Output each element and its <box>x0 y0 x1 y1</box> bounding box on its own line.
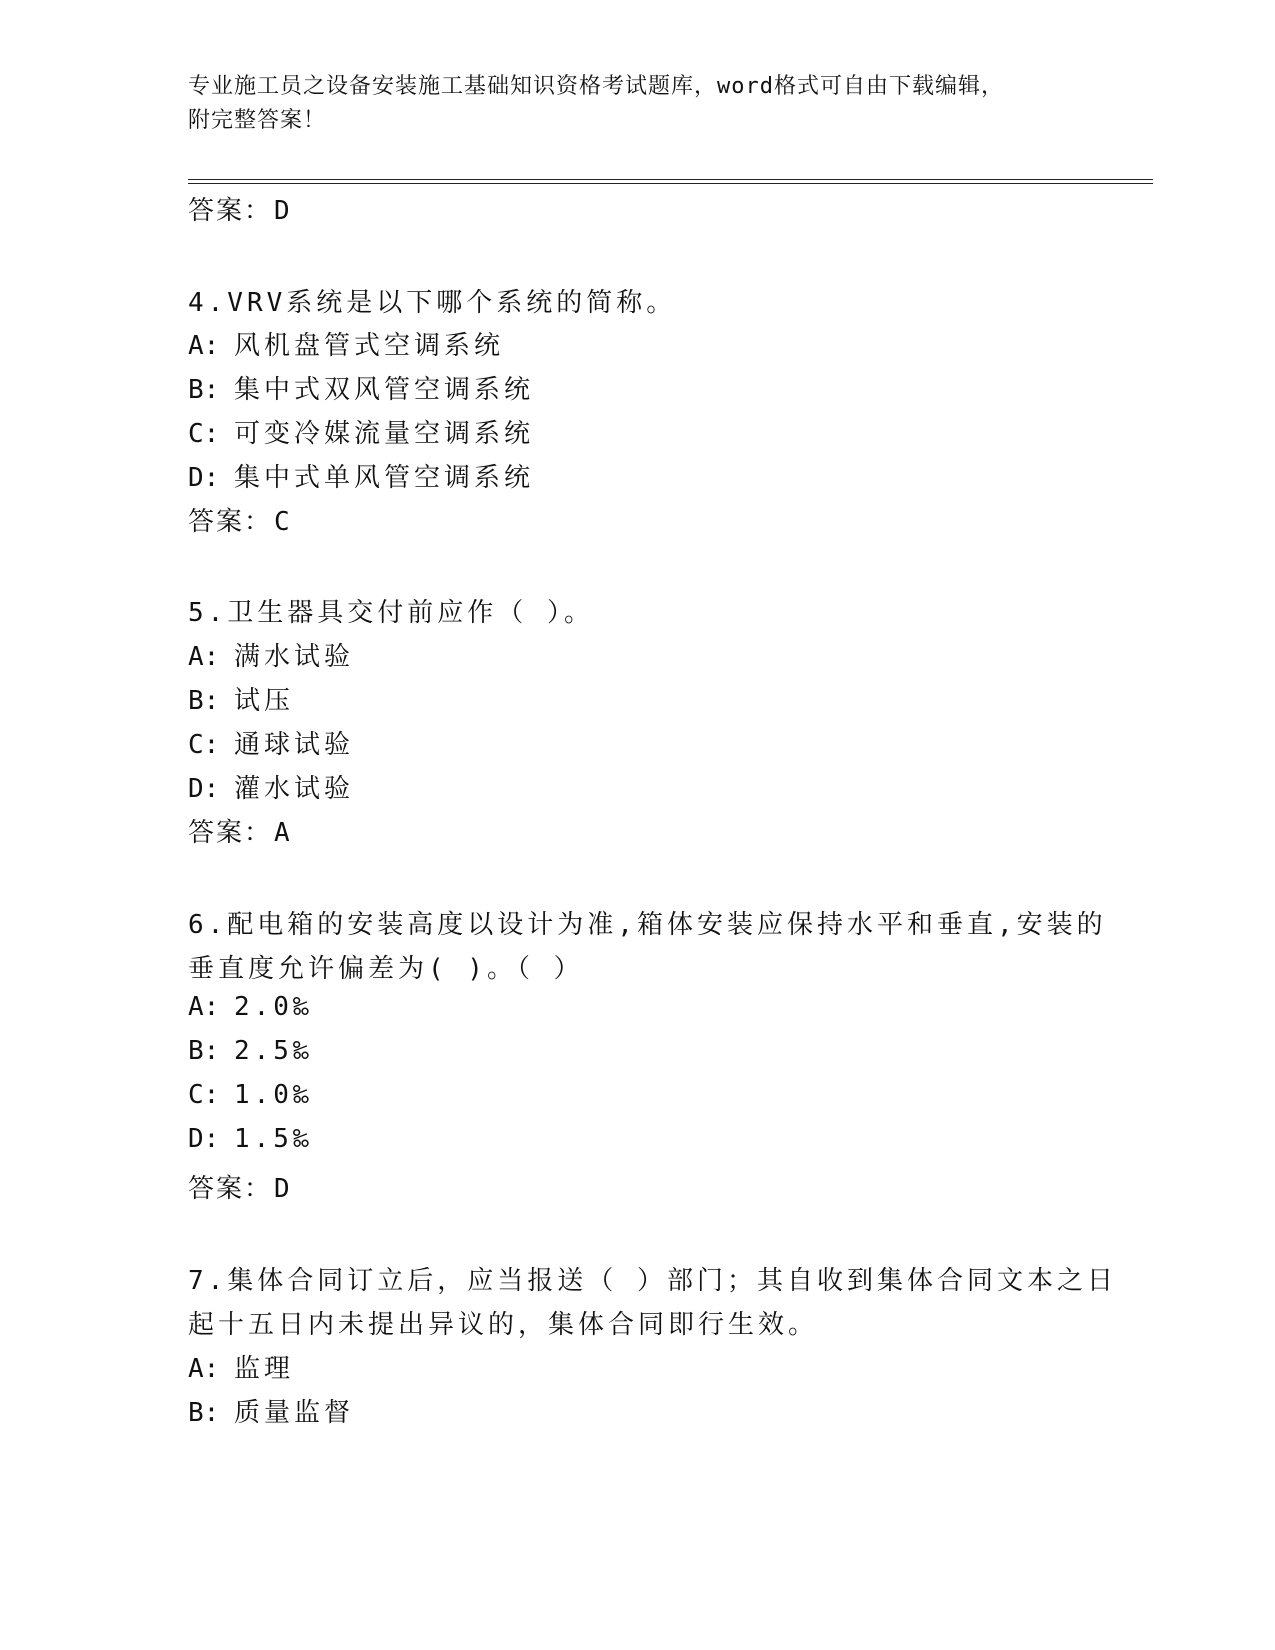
answer-prefix: 答案： <box>188 1174 273 1204</box>
header-divider-top <box>188 179 1153 180</box>
option-text: 2.0‰ <box>234 992 313 1022</box>
answer-value: D <box>274 196 292 226</box>
option-text: 集中式单风管空调系统 <box>234 463 535 493</box>
question-text: 7.集体合同订立后，应当报送（ ）部门；其自收到集体合同文本之日 <box>188 1266 1117 1296</box>
option-label: B: <box>188 1036 220 1066</box>
answer-value: D <box>274 1174 292 1204</box>
question-text-cont: 起十五日内未提出异议的，集体合同即行生效。 <box>188 1310 819 1340</box>
option-label: A: <box>188 642 220 672</box>
option-c <box>188 1080 1088 1110</box>
option-label: C: <box>188 730 220 760</box>
option-label: D: <box>188 774 220 804</box>
question-text: 5.卫生器具交付前应作（ ）。 <box>188 598 594 628</box>
option-d <box>188 1124 1088 1154</box>
document-header <box>188 70 1088 138</box>
option-text: 集中式双风管空调系统 <box>234 375 535 405</box>
option-label: D: <box>188 1124 220 1154</box>
option-c <box>188 413 1088 450</box>
option-text: 1.5‰ <box>234 1124 313 1154</box>
header-line-2: 附完整答案！ <box>188 108 327 133</box>
option-a <box>188 636 1088 673</box>
answer-line <box>188 190 292 227</box>
option-label: A: <box>188 992 220 1022</box>
option-b <box>188 1392 1088 1429</box>
option-b <box>188 680 1088 717</box>
answer-prefix: 答案： <box>188 818 273 848</box>
option-b <box>188 369 1088 406</box>
option-d <box>188 457 1088 494</box>
answer-value: C <box>274 507 292 537</box>
option-text: 监理 <box>234 1354 295 1384</box>
option-d <box>188 768 1088 805</box>
option-label: C: <box>188 1080 220 1110</box>
header-divider-bottom <box>188 183 1153 184</box>
answer-prefix: 答案： <box>188 507 273 537</box>
answer-line <box>188 1168 292 1205</box>
option-label: B: <box>188 1398 220 1428</box>
question-text: 6.配电箱的安装高度以设计为准,箱体安装应保持水平和垂直,安装的 <box>188 910 1107 940</box>
option-label: C: <box>188 419 220 449</box>
option-text: 满水试验 <box>234 642 355 672</box>
header-line-1: 专业施工员之设备安装施工基础知识资格考试题库，word格式可自由下载编辑， <box>188 74 1004 99</box>
question-text-cont: 垂直度允许偏差为( )。（ ） <box>188 954 584 984</box>
option-label: D: <box>188 463 220 493</box>
option-text: 灌水试验 <box>234 774 355 804</box>
option-text: 试压 <box>234 686 295 716</box>
option-b <box>188 1036 1088 1066</box>
option-text: 1.0‰ <box>234 1080 313 1110</box>
option-label: B: <box>188 686 220 716</box>
option-label: A: <box>188 1354 220 1384</box>
option-a <box>188 325 1088 362</box>
option-text: 可变冷媒流量空调系统 <box>234 419 535 449</box>
option-c <box>188 724 1088 761</box>
question-text: 4.VRV系统是以下哪个系统的简称。 <box>188 288 677 318</box>
answer-value: A <box>274 818 292 848</box>
option-text: 通球试验 <box>234 730 355 760</box>
answer-line <box>188 501 292 538</box>
option-text: 风机盘管式空调系统 <box>234 331 505 361</box>
option-text: 2.5‰ <box>234 1036 313 1066</box>
option-label: A: <box>188 331 220 361</box>
option-a <box>188 992 1088 1022</box>
option-label: B: <box>188 375 220 405</box>
option-a <box>188 1348 1088 1385</box>
answer-line <box>188 812 292 849</box>
answer-prefix: 答案： <box>188 196 273 226</box>
option-text: 质量监督 <box>234 1398 355 1428</box>
